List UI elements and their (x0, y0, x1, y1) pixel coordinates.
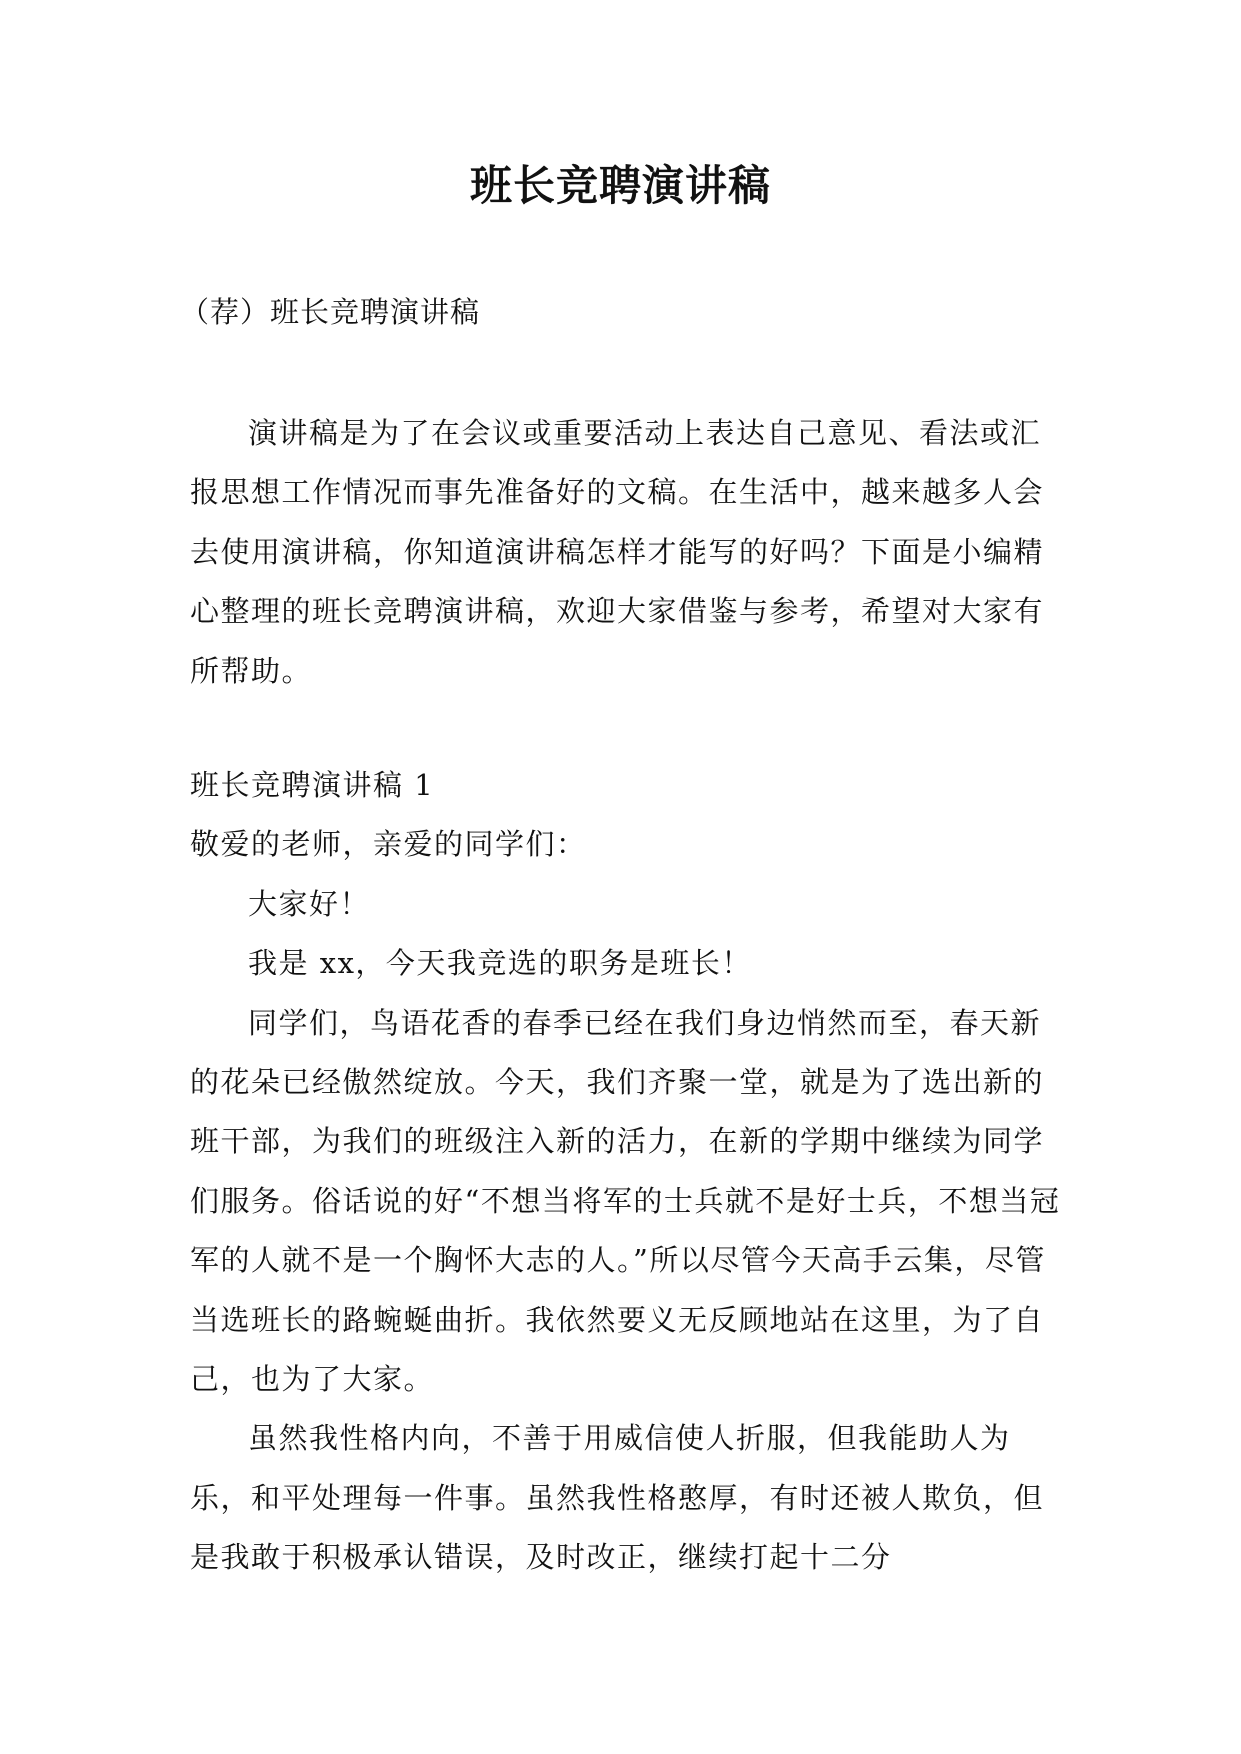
document-title: 班长竞聘演讲稿 (469, 161, 771, 210)
section-heading: 班长竞聘演讲稿 1 (190, 768, 435, 802)
document-subtitle: （荐）班长竞聘演讲稿 (180, 295, 481, 329)
salutation: 敬爱的老师，亲爱的同学们： (190, 827, 587, 862)
greeting: 大家好！ (248, 886, 371, 921)
intro-paragraph: 演讲稿是为了在会议或重要活动上表达自己意见、看法或汇报思想工作情况而事先准备好的文稿。在生活中，越来越多人会去使用演讲稿，你知道演讲稿怎样才能写的好吗？下面是小编精心整理的班长竞聘演讲稿，欢迎大家借鉴与参考，希望对大家有所帮助。 (190, 416, 1045, 688)
intro-section (190, 404, 1070, 701)
speech-paragraph-2: 虽然我性格内向，不善于用威信使人折服，但我能助人为乐，和平处理每一件事。虽然我性格憨厚，有时还被人欺负，但是我敢于积极承认错误，及时改正，继续打起十二分 (190, 1421, 1045, 1575)
self-introduction: 我是 xx，今天我竞选的职务是班长！ (248, 946, 752, 981)
speech-paragraph-1: 同学们，鸟语花香的春季已经在我们身边悄然而至，春天新的花朵已经傲然绽放。今天，我们齐聚一堂，就是为了选出新的班干部，为我们的班级注入新的活力，在新的学期中继续为同学们服务。俗话说的好“不想当将军的士兵就不是好士兵，不想当冠军的人就不是一个胸怀大志的人。”所以尽管今天高手云集，尽管当选班长的路蜿蜒曲折。我依然要义无反顾地站在这里，为了自己，也为了大家。 (190, 1005, 1061, 1397)
speech-section (190, 756, 1070, 1588)
